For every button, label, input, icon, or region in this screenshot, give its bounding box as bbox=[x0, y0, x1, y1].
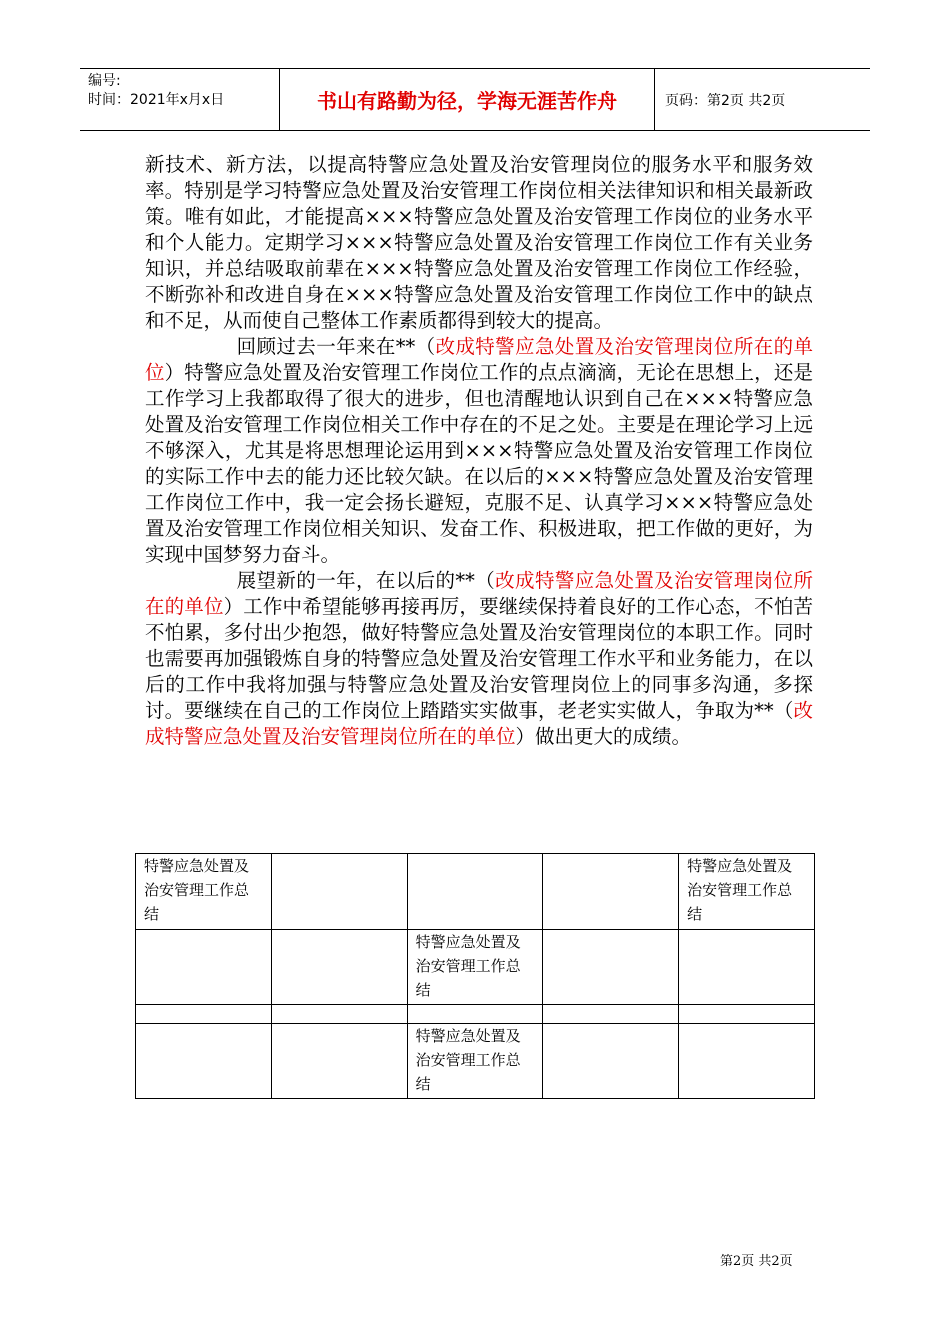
table-cell bbox=[679, 1005, 815, 1024]
table-cell bbox=[271, 854, 407, 930]
paragraph-2 bbox=[145, 334, 813, 568]
table-cell bbox=[543, 1005, 679, 1024]
header-motto: 书山有路勤为径，学海无涯苦作舟 bbox=[280, 69, 655, 130]
page-footer: 第2页 共2页 bbox=[720, 1254, 793, 1269]
paragraph-3-text-b: ）工作中希望能够再接再厉，要继续保持着良好的工作心态，不怕苦不怕累，多付出少抱怨，做好特警应急处置及治安管理岗位的本职工作。同时也需要再加强锻炼自身的特警应急处置及治安管理工作水平和业务能力，在以后的工作中我将加强与特警应急处置及治安管理岗位上的同事多沟通，多探讨。要继续在自己的工作岗位上踏踏实实做事，老老实实做人，争取为**（ bbox=[145, 595, 813, 722]
paragraph-3-placeholder-1: 改成特警应急处置及治安管理岗位所在的单位 bbox=[145, 569, 813, 618]
doc-number-label: 编号: bbox=[88, 73, 121, 89]
table-cell bbox=[543, 854, 679, 930]
table-cell bbox=[407, 854, 543, 930]
header-meta bbox=[80, 69, 280, 130]
table-cell bbox=[136, 930, 272, 1005]
document-body bbox=[145, 152, 813, 750]
table-cell bbox=[271, 1005, 407, 1024]
table-cell: 特警应急处置及治安管理工作总结 bbox=[136, 854, 272, 930]
paragraph-3 bbox=[145, 568, 813, 750]
table-row bbox=[136, 1005, 815, 1024]
page-header bbox=[80, 68, 870, 131]
table-cell bbox=[543, 1024, 679, 1099]
doc-time-label: 时间：2021年x月x日 bbox=[88, 92, 225, 108]
paragraph-3-text-c: ）做出更大的成绩。 bbox=[515, 725, 692, 748]
table-row bbox=[136, 930, 815, 1005]
paragraph-2-placeholder: 改成特警应急处置及治安管理岗位所在的单位 bbox=[145, 335, 813, 384]
table-cell: 特警应急处置及治安管理工作总结 bbox=[407, 1024, 543, 1099]
table-row bbox=[136, 854, 815, 930]
table-cell bbox=[136, 1024, 272, 1099]
table-cell bbox=[679, 930, 815, 1005]
paragraph-2-text-b: ）特警应急处置及治安管理工作岗位工作的点点滴滴，无论在思想上，还是工作学习上我都取得了很大的进步，但也清醒地认识到自己在×××特警应急处置及治安管理工作岗位相关工作中存在的不足之处。主要是在理论学习上远不够深入，尤其是将思想理论运用到×××特警应急处置及治安管理工作岗位的实际工作中去的能力还比较欠缺。在以后的×××特警应急处置及治安管理工作岗位工作中，我一定会扬长避短，克服不足、认真学习×××特警应急处置及治安管理工作岗位相关知识、发奋工作、积极进取，把工作做的更好，为实现中国梦努力奋斗。 bbox=[145, 361, 813, 566]
table-row bbox=[136, 1024, 815, 1099]
table-cell bbox=[271, 930, 407, 1005]
table-cell: 特警应急处置及治安管理工作总结 bbox=[679, 854, 815, 930]
table-cell bbox=[407, 1005, 543, 1024]
paragraph-3-text-a: 展望新的一年，在以后的**（ bbox=[236, 569, 496, 592]
header-page-number: 页码：第2页 共2页 bbox=[665, 92, 786, 109]
table-cell bbox=[543, 930, 679, 1005]
table-cell bbox=[271, 1024, 407, 1099]
table-cell: 特警应急处置及治安管理工作总结 bbox=[407, 930, 543, 1005]
paragraph-1: 新技术、新方法，以提高特警应急处置及治安管理岗位的服务水平和服务效率。特别是学习特警应急处置及治安管理工作岗位相关法律知识和相关最新政策。唯有如此，才能提高×××特警应急处置及治安管理工作岗位的业务水平和个人能力。定期学习×××特警应急处置及治安管理工作岗位工作有关业务知识，并总结吸取前辈在×××特警应急处置及治安管理工作岗位工作经验，不断弥补和改进自身在×××特警应急处置及治安管理工作岗位工作中的缺点和不足，从而使自己整体工作素质都得到较大的提高。 bbox=[145, 153, 813, 332]
paragraph-2-text-a: 回顾过去一年来在**（ bbox=[236, 335, 436, 358]
table-cell bbox=[136, 1005, 272, 1024]
paragraph-3-placeholder-2: 改成特警应急处置及治安管理岗位所在的单位 bbox=[145, 699, 813, 748]
summary-table bbox=[135, 853, 815, 1099]
table-cell bbox=[679, 1024, 815, 1099]
